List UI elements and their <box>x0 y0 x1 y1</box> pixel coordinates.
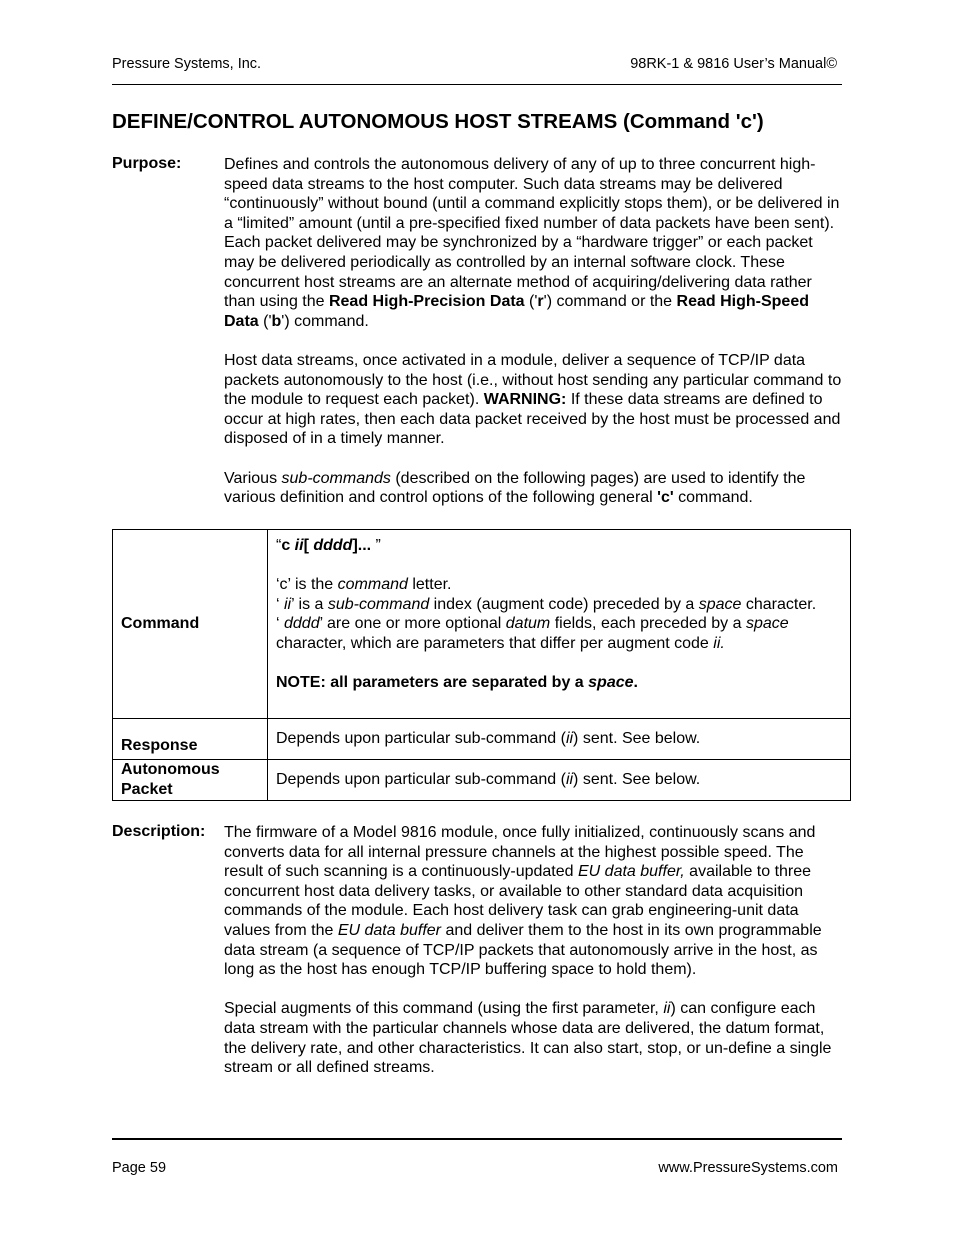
purpose-text <box>224 155 844 508</box>
section-title: DEFINE/CONTROL AUTONOMOUS HOST STREAMS (Command 'c') <box>112 110 764 133</box>
command-note: NOTE: all parameters are separated by a space. <box>276 674 638 692</box>
header-divider <box>112 84 842 85</box>
command-syntax-cell <box>268 530 851 719</box>
description-text <box>224 823 844 1078</box>
purpose-paragraph-3: Various sub-commands (described on the following pages) are used to identify the various definition and control options of the following general 'c' command. <box>224 469 806 507</box>
description-paragraph-1: The firmware of a Model 9816 module, once fully initialized, continuously scans and converts data for all internal pressure channels at the highest possible speed. The result of such scanning is a continuously-updated EU data buffer, available to three concurrent host data delivery tasks, or available to other standard data acquisition commands of the module. Each host delivery task can grab engineering-unit data values from the EU data buffer and deliver them to the host in its own programmable data stream (a sequence of TCP/IP packets that autonomously arrive in the host, as long as the host has enough TCP/IP buffering space to hold them). <box>224 824 822 979</box>
command-letter-desc: ‘c’ is the command letter. <box>276 576 452 594</box>
subcommand-desc: ‘ ii’ is a sub-command index (augment code) preceded by a space character. <box>276 595 817 613</box>
description-paragraph-2: Special augments of this command (using the first parameter, ii) can configure each data stream with the particular channels whose data are delivered, the datum format, the delivery rate, and other characteristics. It can also start, stop, or un-define a single stream or all defined streams. <box>224 1000 832 1077</box>
response-value: Depends upon particular sub-command (ii) sent. See below. <box>268 719 851 760</box>
datum-desc: ‘ dddd’ are one or more optional datum fields, each preceded by a space character, which are parameters that differ per augment code ii. <box>276 615 789 652</box>
purpose-label: Purpose: <box>112 155 182 172</box>
command-label: Command <box>113 530 268 719</box>
autonomous-packet-label: Autonomous Packet <box>113 760 268 801</box>
footer-divider <box>112 1138 842 1140</box>
header-manual-title: 98RK-1 & 9816 User’s Manual© <box>630 56 837 72</box>
command-row <box>113 530 851 719</box>
command-syntax: “c ii[ dddd]... ” <box>276 537 381 554</box>
response-row <box>113 719 851 760</box>
autonomous-packet-value: Depends upon particular sub-command (ii) sent. See below. <box>268 760 851 801</box>
autonomous-packet-row <box>113 760 851 801</box>
response-label: Response <box>113 719 268 760</box>
footer-page-number: Page 59 <box>112 1160 167 1176</box>
purpose-paragraph-1: Defines and controls the autonomous delivery of any of up to three concurrent high-speed data streams to the host computer. Such data streams may be delivered “continuously” without bound (until a command explicitly stops them), or be delivered in a “limited” amount (until a pre-specified fixed number of data packets have been sent). Each packet delivered may be synchronized by a “hardware trigger” or each packet may be delivered periodically as controlled by an internal software clock. These concurrent host streams are an alternate method of acquiring/delivering data rather than using the Read High-Precision Data ('r') command or the Read High-Speed Data ('b') command. <box>224 156 840 330</box>
footer-website: www.PressureSystems.com <box>658 1160 838 1176</box>
purpose-paragraph-2: Host data streams, once activated in a module, deliver a sequence of TCP/IP data packets autonomously to the host (i.e., without host sending any particular command to the module to request each packet). WARNING: If these data streams are defined to occur at high rates, then each data packet received by the host must be processed and disposed of in a timely manner. <box>224 351 842 448</box>
header-company: Pressure Systems, Inc. <box>112 56 262 72</box>
command-table <box>112 529 851 801</box>
description-label: Description: <box>112 823 206 840</box>
